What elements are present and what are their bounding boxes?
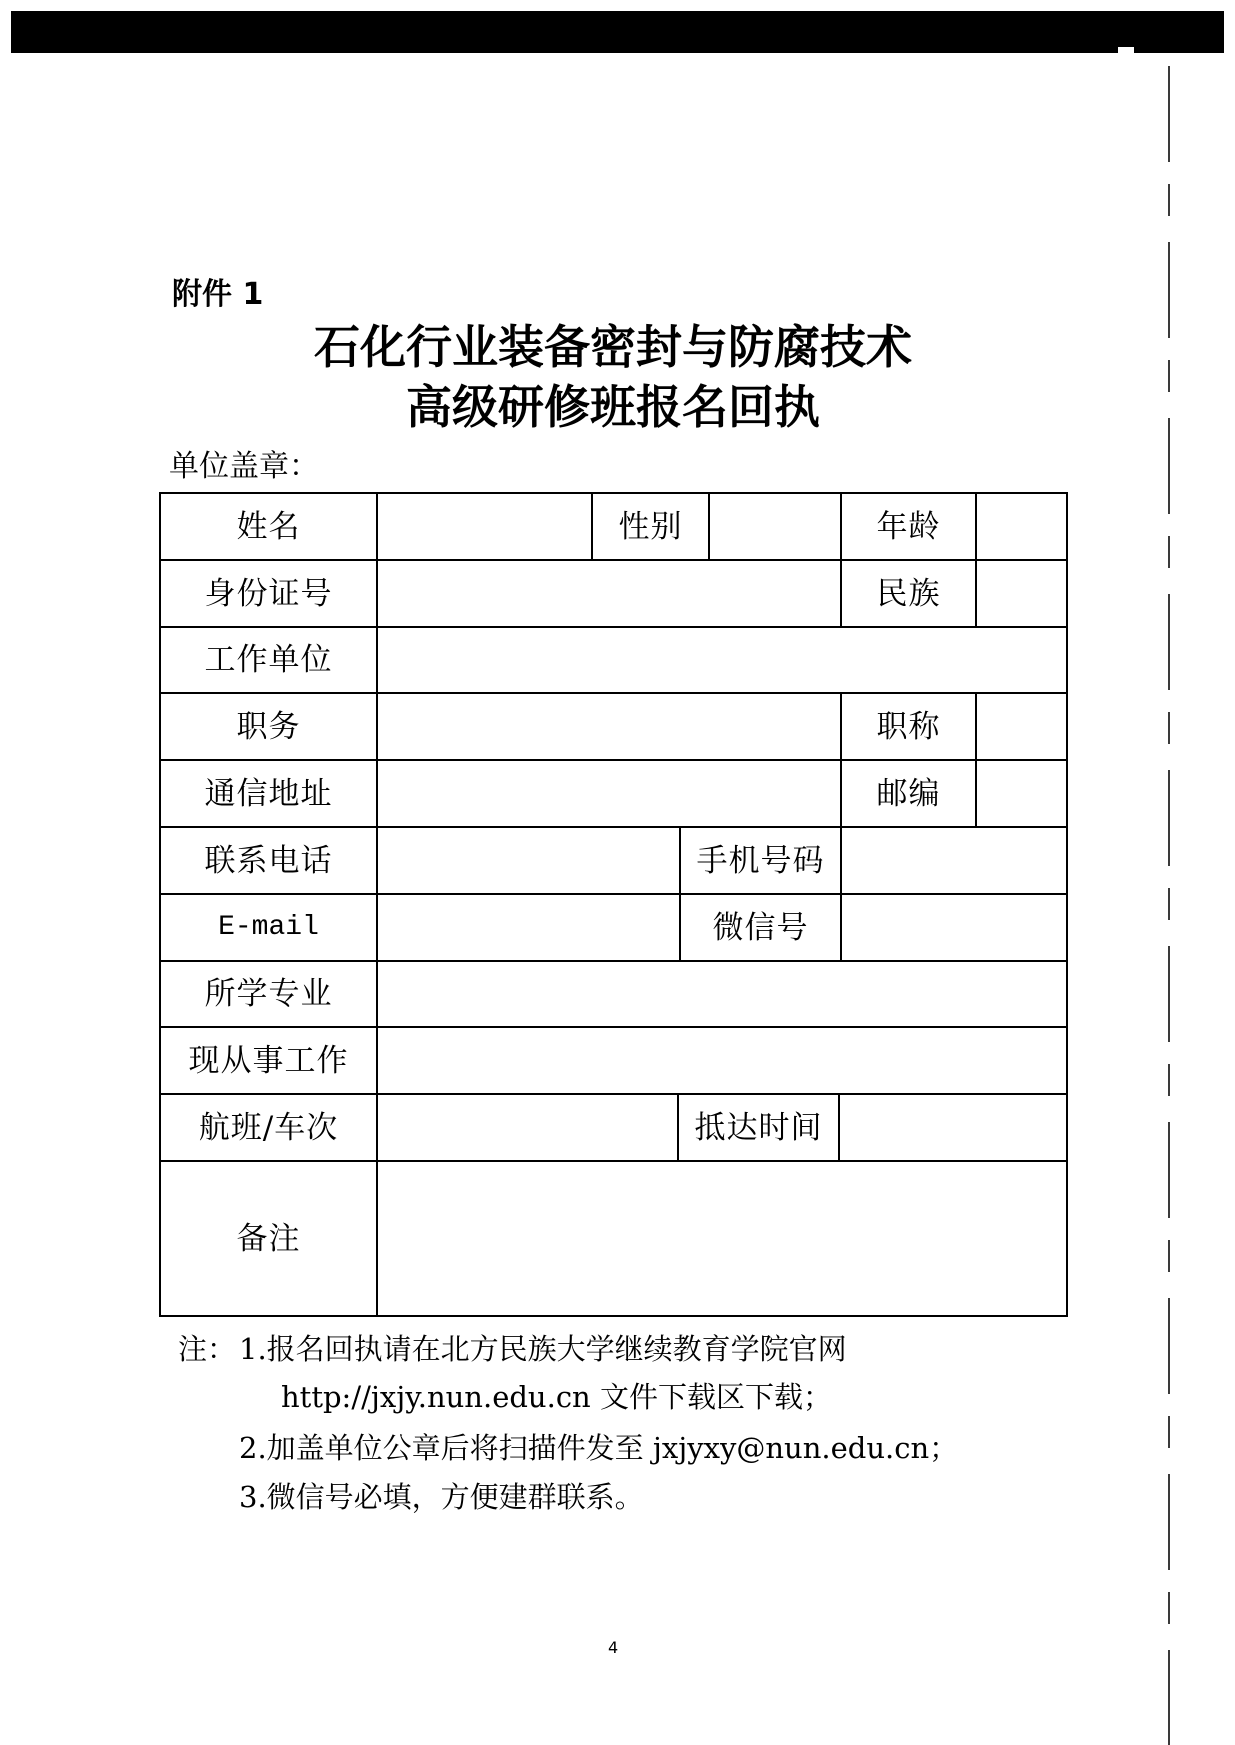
remarks-label: 备注 xyxy=(159,1160,378,1317)
mobile-label: 手机号码 xyxy=(679,826,842,895)
address-label: 通信地址 xyxy=(159,759,378,828)
note-item-2: 2.加盖单位公章后将扫描件发至 jxjyxy@nun.edu.cn； xyxy=(239,1431,959,1465)
id-number-label: 身份证号 xyxy=(159,559,378,628)
age-field xyxy=(975,492,1068,561)
arrival-time-label: 抵达时间 xyxy=(677,1093,840,1162)
title-line-2: 高级研修班报名回执 xyxy=(406,380,820,434)
phone-label: 联系电话 xyxy=(159,826,378,895)
email-label: E-mail xyxy=(159,893,378,962)
notes-prefix: 注： xyxy=(178,1332,237,1366)
gender-field xyxy=(708,492,842,561)
wechat-label: 微信号 xyxy=(679,893,842,962)
note-item-1-line-2: http://jxjy.nun.edu.cn 文件下载区下载； xyxy=(281,1380,832,1414)
flight-train-field xyxy=(376,1093,679,1162)
current-work-field xyxy=(376,1026,1068,1095)
unit-seal-label: 单位盖章： xyxy=(169,449,319,484)
scan-edge-line xyxy=(1168,66,1170,1745)
postcode-field xyxy=(975,759,1068,828)
gender-label: 性别 xyxy=(591,492,710,561)
employer-field xyxy=(376,626,1068,694)
address-field xyxy=(376,759,842,828)
employer-label: 工作单位 xyxy=(159,626,378,694)
flight-train-label: 航班/车次 xyxy=(159,1093,378,1162)
page-number: 4 xyxy=(608,1638,619,1657)
job-title-label: 职称 xyxy=(840,692,977,761)
note-item-1-line-1: 1.报名回执请在北方民族大学继续教育学院官网 xyxy=(239,1332,847,1366)
current-work-label: 现从事工作 xyxy=(159,1026,378,1095)
attachment-label: 附件 1 xyxy=(172,277,264,312)
job-title-field xyxy=(975,692,1068,761)
arrival-time-field xyxy=(838,1093,1068,1162)
major-field xyxy=(376,960,1068,1028)
scan-top-bar xyxy=(11,11,1224,53)
position-field xyxy=(376,692,842,761)
phone-field xyxy=(376,826,681,895)
major-label: 所学专业 xyxy=(159,960,378,1028)
mobile-field xyxy=(840,826,1068,895)
note-item-3: 3.微信号必填，方便建群联系。 xyxy=(239,1480,644,1514)
id-number-field xyxy=(376,559,842,628)
ethnicity-label: 民族 xyxy=(840,559,977,628)
age-label: 年龄 xyxy=(840,492,977,561)
wechat-field xyxy=(840,893,1068,962)
remarks-field xyxy=(376,1160,1068,1317)
name-label: 姓名 xyxy=(159,492,378,561)
email-field xyxy=(376,893,681,962)
name-field xyxy=(376,492,593,561)
postcode-label: 邮编 xyxy=(840,759,977,828)
ethnicity-field xyxy=(975,559,1068,628)
title-line-1: 石化行业装备密封与防腐技术 xyxy=(314,320,912,374)
scan-top-bar-notch xyxy=(1118,47,1134,53)
registration-form-table xyxy=(159,492,1068,1317)
position-label: 职务 xyxy=(159,692,378,761)
